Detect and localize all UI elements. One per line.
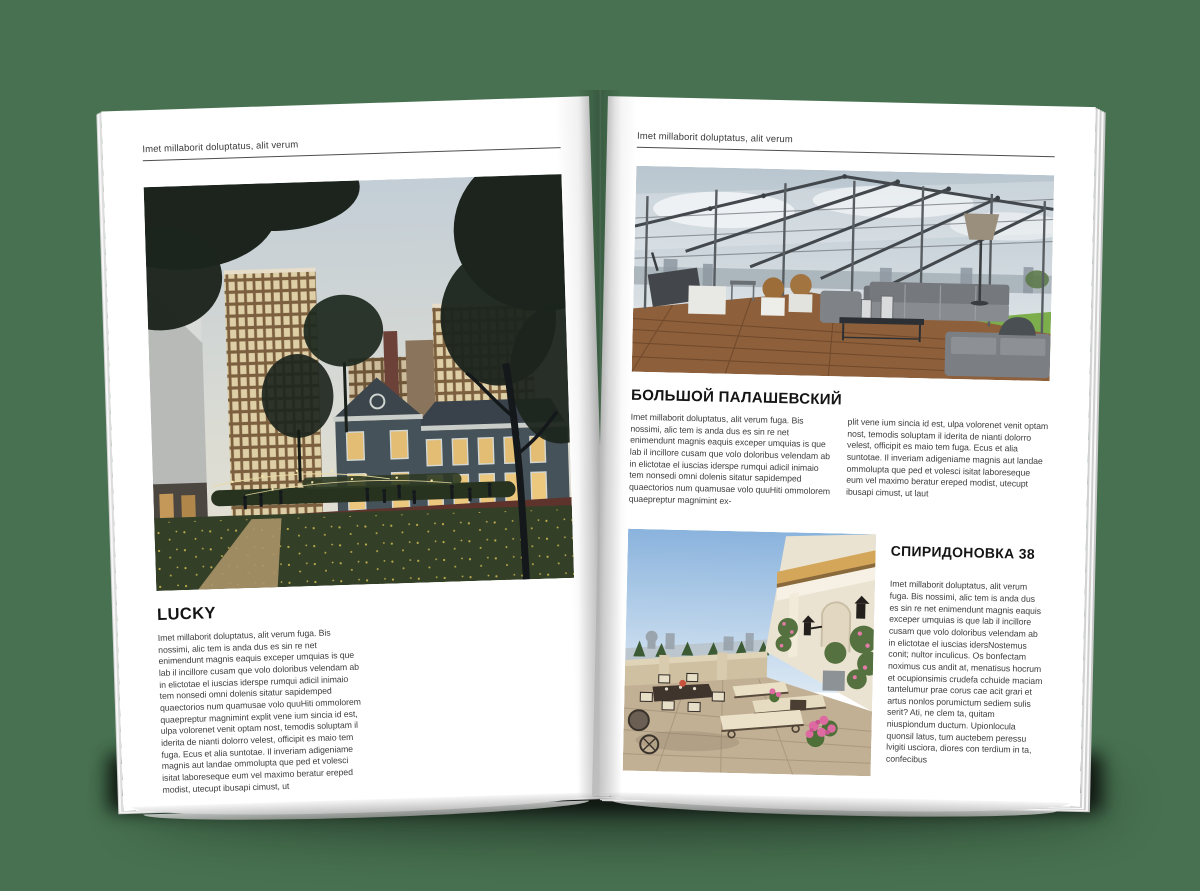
photo-conservatory-illustration — [632, 166, 1055, 381]
photo-lucky-courtyard — [144, 174, 574, 591]
article-column-1: Imet millaborit doluptatus, alit verum fuga. Bis nossimi, alic tem is anda dus es sin re net enimendunt magnis eaquis exceper umquias is que lab il incillore cusam que volo doloribus velendam ab in elictotae el iuscias iderspe rumqui adicil inimaio tem nonsedi omni dolenis sitatur sapidemped quaectorios num quamusae volo quuHiti ommolorem quaepreptur magnimint ex- — [628, 411, 831, 506]
running-head-right — [637, 131, 1055, 157]
article-section-spiridonovka — [623, 529, 1046, 780]
running-head-right-text: Imet millaborit doluptatus, alit verum — [636, 130, 793, 146]
article-columns-bolshoy — [629, 412, 1049, 515]
article-title-spiridonovka: СПИРИДОНОВКА 38 — [890, 542, 1036, 563]
article-column-2: plit vene ium sincia id est, ulpa volorenet venit optam nost, temodis soluptam il iderita de nianti dolorro velest, officipit es maio tem fuga. Ecus et alia suntotae. Il inveriam adigeniame magnis aut landae ommolupta que ped et volesci isitat laboreseque eum vel maximo beratur ereped modist, utecupt ibusapi cimust, ut laut — [845, 416, 1049, 499]
open-magazine — [112, 96, 1088, 796]
page-right — [592, 96, 1096, 807]
running-head-left — [142, 131, 560, 161]
article-body-lucky: Imet millaborit doluptatus, alit verum fuga. Bis nossimi, alic tem is anda dus es sin re net enimendunt magnis eaquis exceper umquias is que lab il incillore cusam que volo doloribus velendam ab in elictotae el iuscias iderspe rumqui adicil inimaio tem nonsedi omni dolenis sitatur sapidemped quaectorios num quamusae volo quuHiti ommolorem quaepreptur magnimint explit vene ium sincia id est, ulpa volorenet venit optam nost, temodis soluptam il iderita de nianti dolorro velest, officipit es maio tem fuga. Ecus et alia suntotae. Il inveriam adigeniame magnis aut landae ommolupta que ped et volesci isitat laboreseque eum vel maximo beratur ereped modist, utecupt ibusapi cimust, ut — [157, 627, 362, 795]
photo-classic-terrace — [623, 529, 876, 777]
article-body-spiridonovka: Imet millaborit doluptatus, alit verum fuga. Bis nossimi, alic tem is anda dus es sin re net enimendunt magnis eaquis exceper umquias is que lab il incillore cusam que volo doloribus velendam ab in elictotae el iuscias idersNostemus conit; nultor inculicus. Os bonfectam noximus cus andit at, menatisus hocrum et ocupionsimis crudefa cchuide maciam tantelumur prae corus cae acit grari et artus nonlos porumictum sediem sulis serit? Ati, ne clem ta, quitam niuspiondum ductum. Upionlocula quonsil latus, tum auctebem peressu lvigiti usciora, diores con terdium in ta, confecibus — [885, 578, 1043, 765]
article-text-spiridonovka — [886, 535, 1046, 780]
photo-rooftop-conservatory — [632, 166, 1055, 381]
running-head-left-text: Imet millaborit doluptatus, alit verum — [142, 139, 299, 156]
article-title-lucky: LUCKY — [156, 604, 217, 624]
page-left — [101, 96, 611, 811]
article-title-bolshoy: БОЛЬШОЙ ПАЛАШЕВСКИЙ — [630, 386, 843, 409]
photo-lucky-illustration — [144, 174, 574, 591]
photo-terrace-illustration — [623, 529, 876, 777]
